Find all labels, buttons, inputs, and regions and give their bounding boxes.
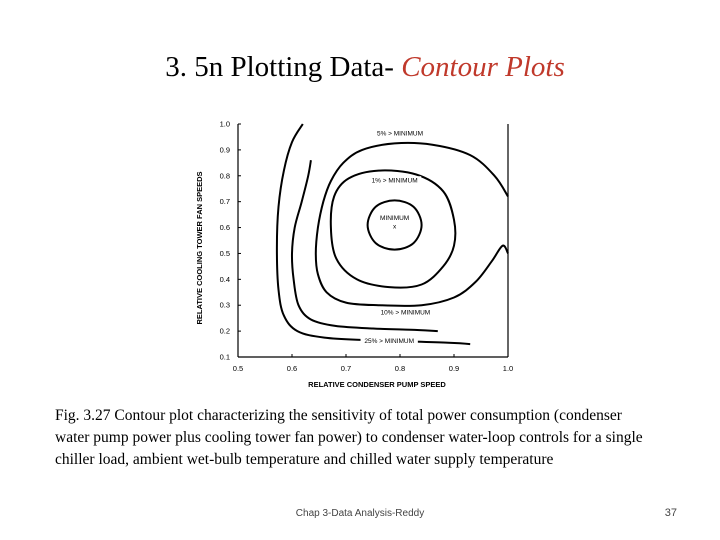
x-tick-label: 0.6: [286, 364, 298, 373]
footer-text: Chap 3-Data Analysis-Reddy: [295, 508, 425, 519]
y-axis-label: RELATIVE COOLING TOWER FAN SPEEDS: [195, 171, 204, 325]
y-tick-label: 0.7: [219, 197, 230, 207]
y-tick-label: 0.4: [219, 274, 230, 284]
x-tick-label: 0.9: [448, 364, 460, 373]
x-tick-label: 0.8: [394, 364, 406, 373]
y-tick-label: 0.8: [219, 171, 230, 181]
figure-caption: Fig. 3.27 Contour plot characterizing the sensitivity of total power consumption (condenser water pump power plus cooling tower fan power) to condenser water-loop controls for a single chiller load, ambient wet-bulb temperature and chilled water supply temperature: [55, 407, 643, 468]
contour-label-2: 25% > MINIMUM: [364, 337, 415, 345]
contour-plot: [190, 112, 535, 397]
slide-title: [0, 50, 720, 84]
minimum-marker: x: [392, 223, 397, 231]
y-tick-label: 0.1: [219, 352, 230, 362]
x-tick-label: 0.7: [340, 364, 352, 373]
y-tick-label: 1.0: [219, 119, 230, 129]
contour-line-3: [316, 143, 508, 306]
page-number: 37: [664, 507, 677, 519]
y-tick-label: 0.9: [219, 145, 230, 155]
contour-label-1: 5% > MINIMUM: [376, 130, 424, 138]
slide-title-main: 3. 5n Plotting Data-: [165, 51, 402, 83]
y-tick-label: 0.6: [219, 223, 230, 233]
x-tick-label: 1.0: [502, 364, 514, 373]
slide-title-accent: Contour Plots: [401, 51, 565, 83]
contour-label-3: 10% > MINIMUM: [380, 309, 431, 317]
y-tick-label: 0.2: [219, 326, 230, 336]
contour-label-5: MINIMUM: [379, 214, 410, 222]
y-tick-label: 0.5: [219, 248, 230, 258]
contour-line-1: [277, 124, 470, 344]
x-tick-label: 0.5: [232, 364, 244, 373]
y-tick-label: 0.3: [219, 300, 230, 310]
x-axis-label: RELATIVE CONDENSER PUMP SPEED: [308, 380, 446, 389]
contour-label-4: 1% > MINIMUM: [371, 177, 418, 185]
